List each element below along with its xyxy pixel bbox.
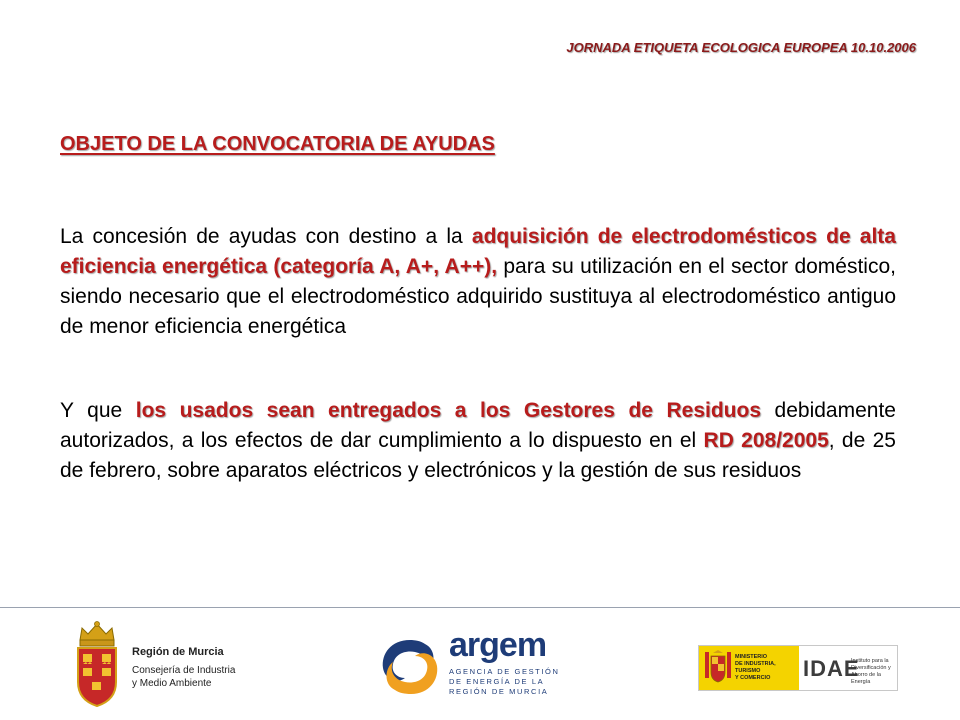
paragraph-disposal [60,396,896,486]
event-header: JORNADA ETIQUETA ECOLOGICA EUROPEA 10.10.2006 [566,40,916,55]
ministry-line2: DE INDUSTRIA, TURISMO [735,661,776,674]
spain-shield-icon [703,650,733,686]
ministry-text [735,654,799,682]
highlight-waste-managers: los usados sean entregados a los Gestores de Residuos [135,399,762,422]
argem-logo [375,626,575,706]
paragraph-intro: Y que [60,399,136,422]
argem-line3: REGIÓN DE MURCIA [449,687,549,696]
region-murcia-logo [72,620,272,712]
ministry-line3: Y COMERCIO [735,675,771,681]
murcia-line2: y Medio Ambiente [132,678,212,689]
paragraph-objective [60,222,896,342]
coat-of-arms-icon [72,620,122,712]
argem-line2: DE ENERGÍA DE LA [449,677,545,686]
paragraph-rest: , de 25 de febrero, sobre aparatos eléctricos y electrónicos y la gestión de sus residuos [60,429,896,482]
idae-wordmark: IDAE [803,656,860,681]
page-title: OBJETO DE LA CONVOCATORIA DE AYUDAS [60,133,495,155]
argem-line1: AGENCIA DE GESTIÓN [449,667,560,676]
murcia-title: Región de Murcia [132,646,224,658]
ministry-line1: MINISTERIO [735,654,768,660]
ministry-panel [699,646,799,690]
ministry-idae-logo [698,645,898,691]
paragraph-intro: La concesión de ayudas con destino a la [60,225,472,248]
murcia-caption [132,646,235,690]
paragraph-rest: para su utilización en el sector doméstico, siendo necesario que el electrodoméstico adquirido sustituya al electrodoméstico antiguo de menor eficiencia energética [60,255,896,338]
paragraph-middle: debidamente autorizados, a los efectos de dar cumplimiento a lo dispuesto en el [60,399,896,452]
highlight-appliances: adquisición de electrodomésticos de alta eficiencia energética (categoría A, A+, A++), [60,225,896,278]
argem-wordmark: argem [449,626,547,664]
argem-swirl-icon [375,632,445,702]
argem-subtitle [449,667,559,697]
murcia-line1: Consejería de Industria [132,665,236,676]
idae-subtitle: Instituto para la Diversificación y Ahorro de la Energía [851,658,891,685]
footer-logos [0,608,960,720]
highlight-royal-decree: RD 208/2005 [703,429,829,452]
